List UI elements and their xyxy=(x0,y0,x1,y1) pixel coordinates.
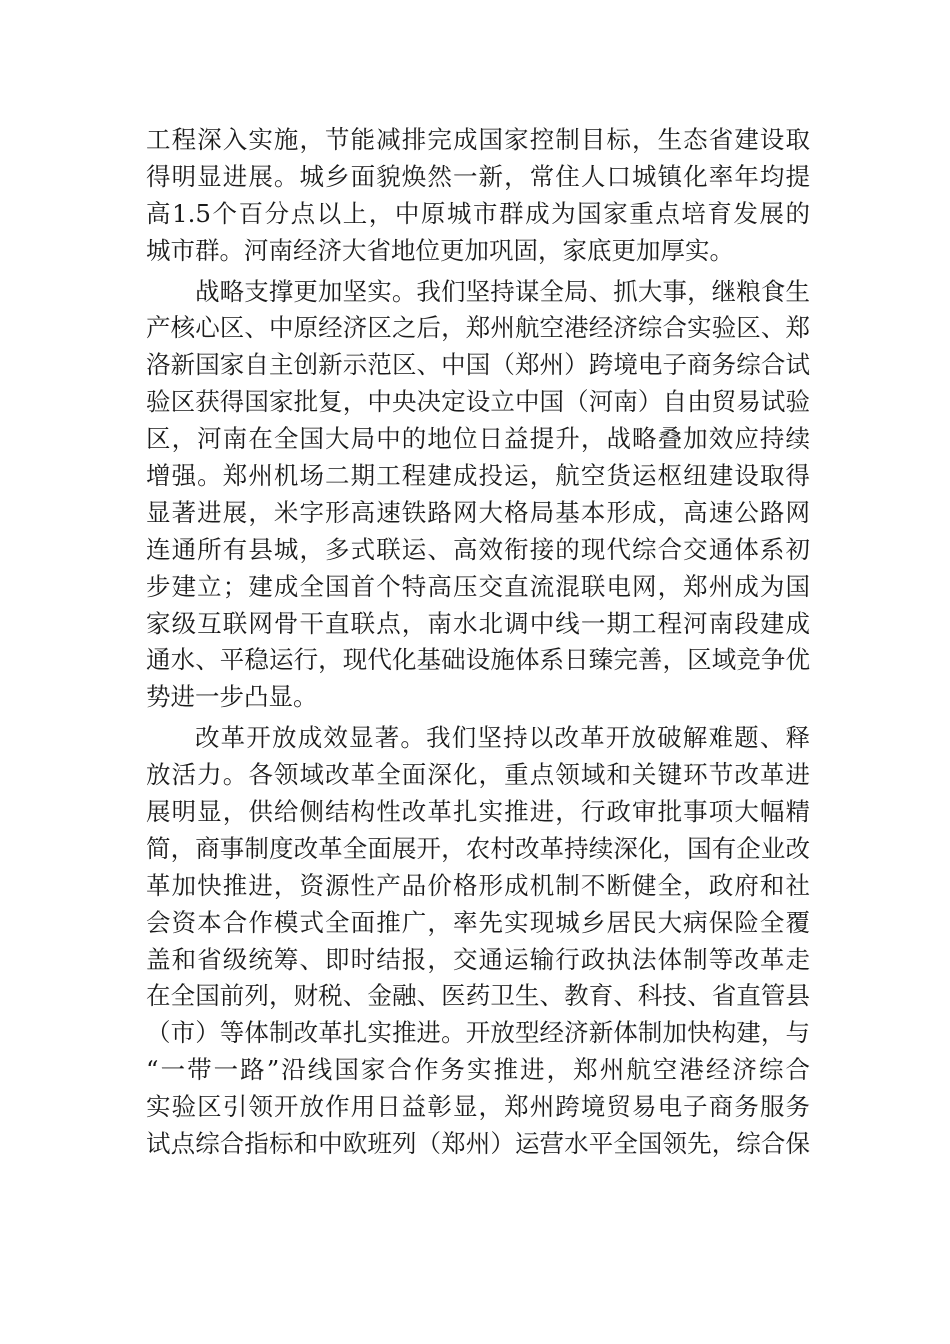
text-line: 盖和省级统筹、即时结报，交通运输行政执法体制等改革走 xyxy=(146,944,810,974)
paragraph-3 xyxy=(146,720,810,1163)
text-line: 简，商事制度改革全面展开，农村改革持续深化，国有企业改 xyxy=(146,833,810,863)
text-line: 实验区引领开放作用日益彰显，郑州跨境贸易电子商务服务 xyxy=(146,1092,810,1122)
paragraph-1 xyxy=(146,122,810,270)
text-line: 区，河南在全国大局中的地位日益提升，战略叠加效应持续 xyxy=(146,424,810,454)
text-line: 高1.5个百分点以上，中原城市群成为国家重点培育发展的 xyxy=(146,198,810,228)
text-line: 战略支撑更加坚实。我们坚持谋全局、抓大事，继粮食生 xyxy=(195,276,810,306)
text-line: 洛新国家自主创新示范区、中国（郑州）跨境电子商务综合试 xyxy=(146,350,810,380)
text-line: 改革开放成效显著。我们坚持以改革开放破解难题、释 xyxy=(195,723,810,753)
body-text xyxy=(146,122,810,1163)
text-line: 试点综合指标和中欧班列（郑州）运营水平全国领先，综合保 xyxy=(146,1129,810,1159)
text-line: 会资本合作模式全面推广，率先实现城乡居民大病保险全覆 xyxy=(146,907,810,937)
text-line: “一带一路”沿线国家合作务实推进，郑州航空港经济综合 xyxy=(146,1055,810,1085)
text-line: 显著进展，米字形高速铁路网大格局基本形成，高速公路网 xyxy=(146,497,810,527)
text-line: 势进一步凸显。 xyxy=(146,682,318,712)
text-line: 增强。郑州机场二期工程建成投运，航空货运枢纽建设取得 xyxy=(146,461,810,491)
text-line: 步建立；建成全国首个特高压交直流混联电网，郑州成为国 xyxy=(146,571,810,601)
text-line: 工程深入实施，节能减排完成国家控制目标，生态省建设取 xyxy=(146,125,810,154)
text-line: 放活力。各领域改革全面深化，重点领域和关键环节改革进 xyxy=(146,760,810,790)
text-line: 展明显，供给侧结构性改革扎实推进，行政审批事项大幅精 xyxy=(146,797,810,827)
text-line: 城市群。河南经济大省地位更加巩固，家底更加厚实。 xyxy=(146,235,734,265)
text-line: 产核心区、中原经济区之后，郑州航空港经济综合实验区、郑 xyxy=(146,313,810,343)
text-line: 连通所有县城，多式联运、高效衔接的现代综合交通体系初 xyxy=(146,534,810,564)
text-line: 在全国前列，财税、金融、医药卫生、教育、科技、省直管县 xyxy=(146,981,810,1011)
text-line: 家级互联网骨干直联点，南水北调中线一期工程河南段建成 xyxy=(146,608,810,638)
text-line: 通水、平稳运行，现代化基础设施体系日臻完善，区域竞争优 xyxy=(146,645,810,675)
text-line: 革加快推进，资源性产品价格形成机制不断健全，政府和社 xyxy=(146,870,810,900)
text-line: 得明显进展。城乡面貌焕然一新，常住人口城镇化率年均提 xyxy=(146,161,810,191)
paragraph-2 xyxy=(146,274,810,717)
text-line: 验区获得国家批复，中央决定设立中国（河南）自由贸易试验 xyxy=(146,387,810,417)
text-line: （市）等体制改革扎实推进。开放型经济新体制加快构建，与 xyxy=(146,1018,810,1048)
